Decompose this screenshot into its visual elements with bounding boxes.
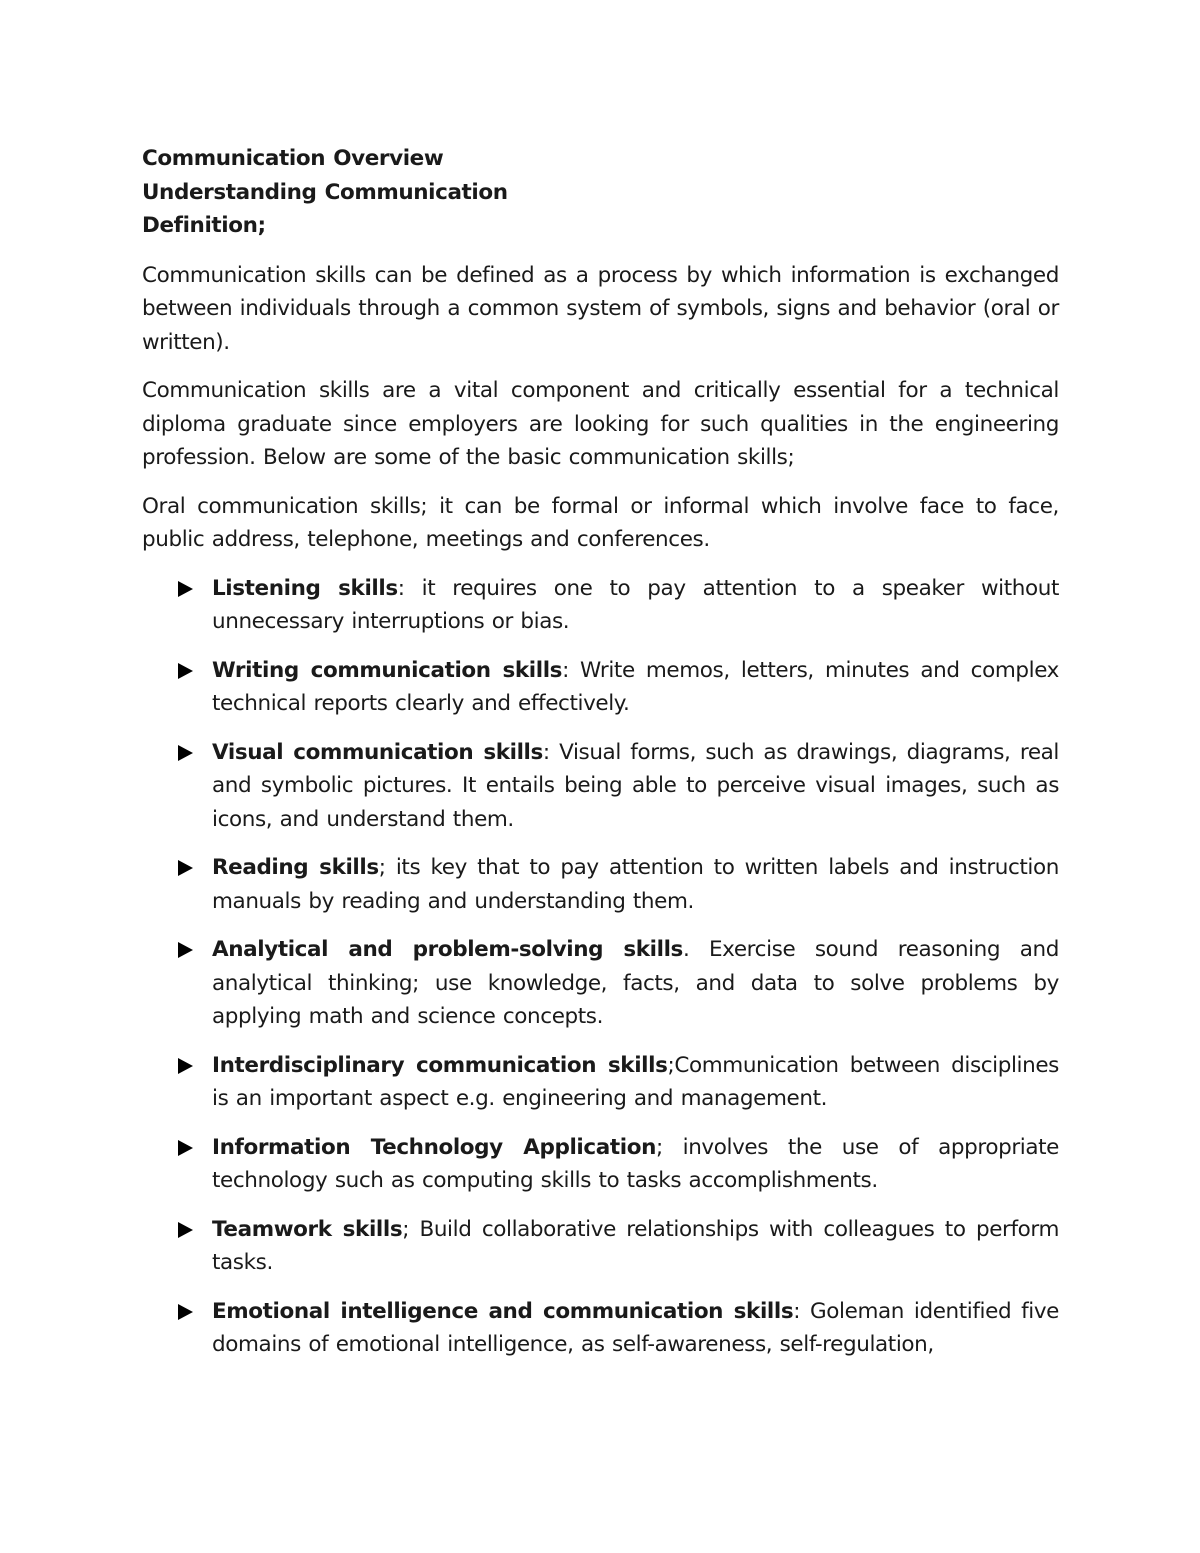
skill-separator: : [542,739,550,765]
triangle-right-icon [178,860,193,876]
skill-term: Emotional intelligence and communication skills [212,1298,794,1324]
title-heading: Communication Overview [142,146,444,171]
skill-separator: ; [655,1134,663,1160]
triangle-right-icon [178,663,193,679]
skill-description: Write memos, letters, minutes and complex technical reports clearly and effectively. [212,657,1059,716]
skill-term: Visual communication skills [212,739,543,765]
list-item [142,1131,1059,1198]
list-item [142,933,1059,1034]
skill-term: Writing communication skills [212,657,563,683]
definition-heading: Definition; [142,213,266,238]
list-item [142,572,1059,639]
skill-description: Exercise sound reasoning and analytical thinking; use knowledge, facts, and data to solve problems by applying math and science concepts. [212,937,1060,1029]
importance-paragraph: Communication skills are a vital component and critically essential for a technical diploma graduate since employers are looking for such qualities in the engineering profession. Below are some of the basic communication skills; [142,378,1059,470]
triangle-right-icon [178,942,193,958]
subtitle-heading: Understanding Communication [142,179,508,205]
list-item [142,736,1059,837]
skill-term: Interdisciplinary communication skills [212,1052,668,1078]
skill-description: its key that to pay attention to written labels and instruction manuals by reading and understanding them. [212,855,1059,914]
definition-paragraph: Communication skills can be defined as a process by which information is exchanged between individuals through a common system of symbols, signs and behavior (oral or written). [142,262,1059,355]
skill-separator: ; [667,1052,675,1078]
skill-description: Goleman identified five domains of emotional intelligence, as self-awareness, self-regulation, [212,1298,1060,1357]
list-item [142,654,1059,721]
skill-term: Information Technology Application [212,1134,656,1160]
skill-separator: : [562,657,569,683]
list-item [142,851,1059,918]
skill-separator: : [793,1298,801,1324]
triangle-right-icon [178,1222,193,1238]
skill-separator: . [682,937,690,962]
triangle-right-icon [178,581,193,597]
oral-communication-paragraph: Oral communication skills; it can be formal or informal which involve face to face, public address, telephone, meetings and conferences. [142,493,1059,552]
skill-description: Build collaborative relationships with colleagues to perform tasks. [212,1216,1059,1275]
skill-description: Visual forms, such as drawings, diagrams, real and symbolic pictures. It entails being able to perceive visual images, such as icons, and understand them. [212,739,1059,832]
skill-description: involves the use of appropriate technology such as computing skills to tasks accomplishments. [212,1134,1059,1193]
skill-separator: ; [402,1216,410,1242]
list-item [142,1295,1059,1362]
triangle-right-icon [178,1140,193,1156]
skill-description: Communication between disciplines is an important aspect e.g. engineering and management. [212,1052,1059,1111]
skill-term: Analytical and problem-solving skills [212,937,683,962]
triangle-right-icon [178,1304,193,1320]
list-item [142,1213,1059,1280]
skill-separator: : [397,575,405,601]
skill-term: Listening skills [212,575,398,601]
skills-list [142,572,1059,1362]
list-item [142,1049,1059,1116]
skill-term: Teamwork skills [212,1216,403,1242]
skill-term: Reading skills [212,855,379,880]
triangle-right-icon [178,1058,193,1074]
triangle-right-icon [178,745,193,761]
skill-separator: ; [378,855,386,880]
document-body [142,142,1059,1377]
skill-description: it requires one to pay attention to a speaker without unnecessary interruptions or bias. [212,575,1059,634]
